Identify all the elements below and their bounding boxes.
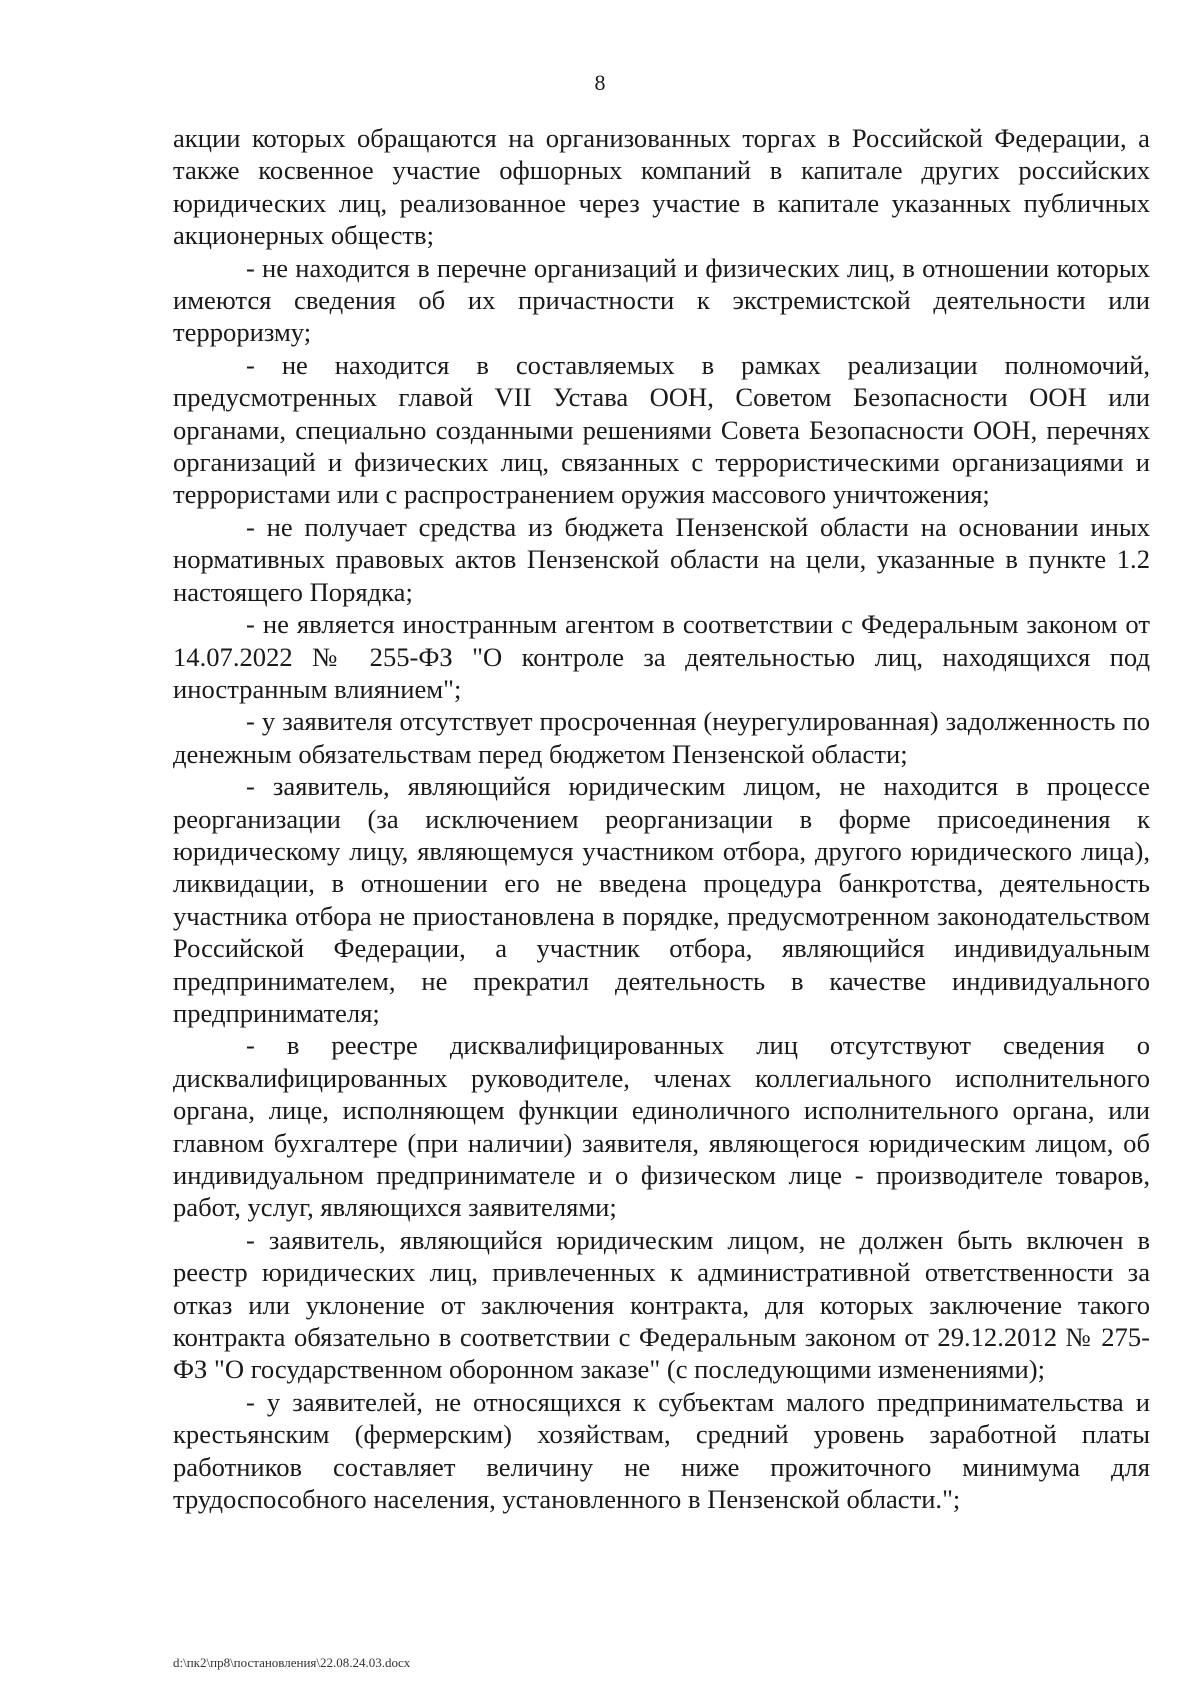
paragraph-reorganization: - заявитель, являющийся юридическим лицом, не находится в процессе реорганизации (за исключением реорганизации в форме присоединения к юридическому лицу, являющемуся участником отбора, другого юридического лица), ликвидации, в отношении его не введена процедура банкротства, деятельность участника отбора не приостановлена в порядке, предусмотренном законодательством Российской Федерации, а участник отбора, являющийся индивидуальным предпринимателем, не прекратил деятельность в качестве индивидуального предпринимателя;	[173, 771, 1150, 1028]
paragraph-disqualified-registry: - в реестре дисквалифицированных лиц отсутствуют сведения о дисквалифицированных руководителе, членах коллегиального исполнительного органа, лице, исполняющем функции единоличного исполнительного органа, или главном бухгалтере (при наличии) заявителя, являющегося юридическим лицом, об индивидуальном предпринимателе и о физическом лице - производителе товаров, работ, услуг, являющихся заявителями;	[173, 1030, 1150, 1223]
paragraph-continuation: акции которых обращаются на организованных торгах в Российской Федерации, а также косвенное участие офшорных компаний в капитале других российских юридических лиц, реализованное через участие в капитале указанных публичных акционерных обществ;	[173, 123, 1150, 251]
paragraph-average-salary: - у заявителей, не относящихся к субъектам малого предпринимательства и крестьянским (фермерским) хозяйствам, средний уровень заработной платы работников составляет величину не ниже прожиточного минимума для трудоспособного населения, установленного в Пензенской области.";	[173, 1386, 1150, 1515]
paragraph-extremism-list: - не находится в перечне организаций и физических лиц, в отношении которых имеются сведения об их причастности к экстремистской деятельности или терроризму;	[173, 252, 1150, 348]
paragraph-overdue-debt: - у заявителя отсутствует просроченная (неурегулированная) задолженность по денежным обязательствам перед бюджетом Пензенской области;	[173, 706, 1150, 769]
page-number: 8	[594, 70, 606, 95]
document-body	[173, 122, 1150, 1515]
footer-file-path: d:\пк2\пр8\постановления\22.08.24.03.docx	[173, 1655, 411, 1670]
paragraph-un-lists: - не находится в составляемых в рамках реализации полномочий, предусмотренных главой VII Устава ООН, Советом Безопасности ООН или органами, специально созданными решениями Совета Безопасности ООН, перечнях организаций и физических лиц, связанных с террористическими организациями и террористами или с распространением оружия массового уничтожения;	[173, 349, 1150, 510]
paragraph-foreign-agent: - не является иностранным агентом в соответствии с Федеральным законом от 14.07.2022 № 255-ФЗ "О контроле за деятельностью лиц, находящихся под иностранным влиянием";	[173, 609, 1150, 704]
paragraph-defense-order: - заявитель, являющийся юридическим лицом, не должен быть включен в реестр юридических лиц, привлеченных к административной ответственности за отказ или уклонение от заключения контракта, для которых заключение такого контракта обязательно в соответствии с Федеральным законом от 29.12.2012 № 275-ФЗ "О государственном оборонном заказе" (с последующими изменениями);	[173, 1224, 1150, 1385]
paragraph-budget-funds: - не получает средства из бюджета Пензенской области на основании иных нормативных правовых актов Пензенской области на цели, указанные в пункте 1.2 настоящего Порядка;	[173, 511, 1150, 607]
